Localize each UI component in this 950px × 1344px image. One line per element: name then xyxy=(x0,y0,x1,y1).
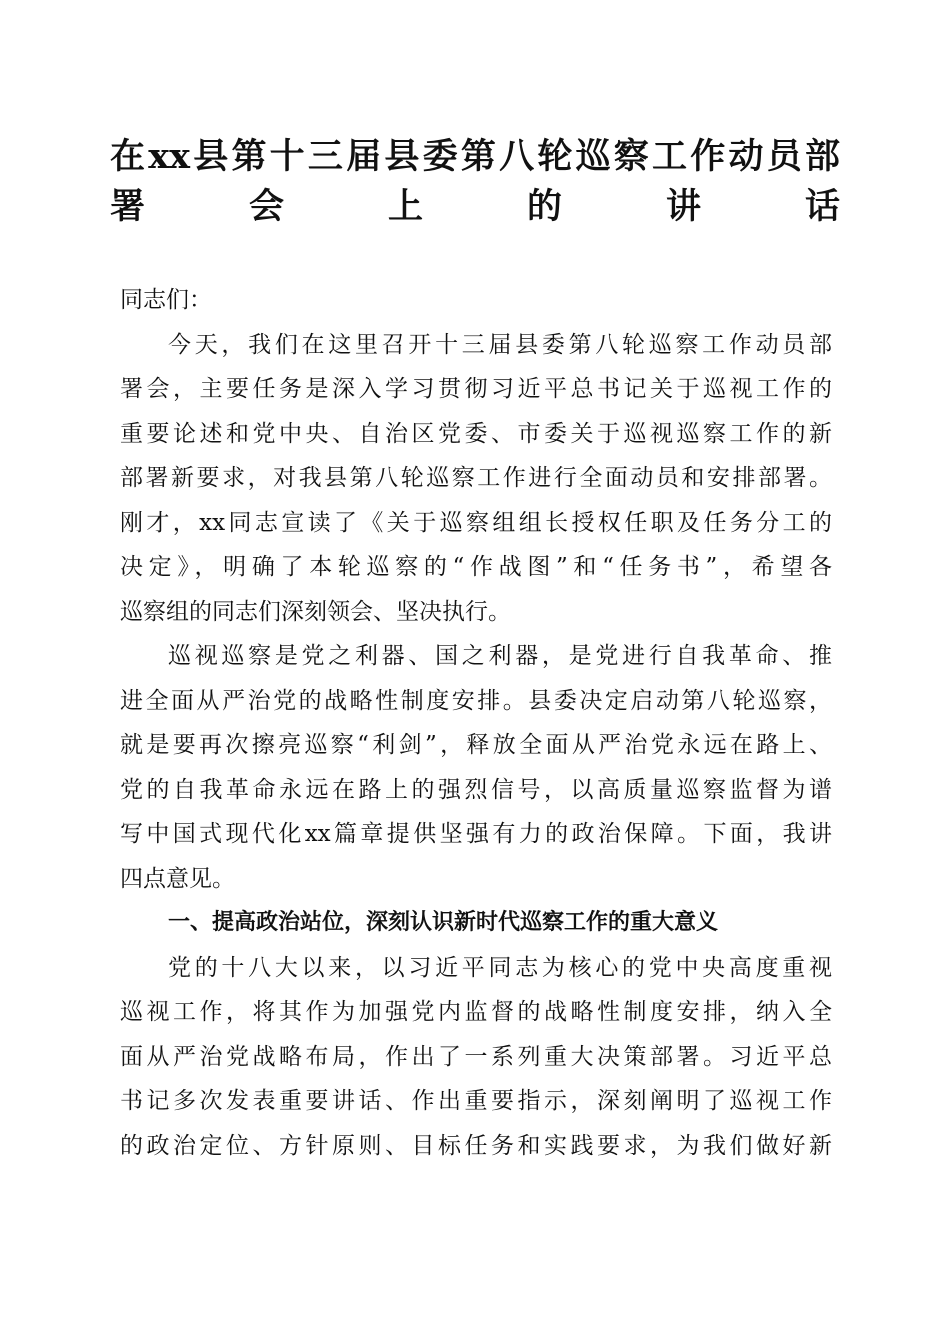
paragraph-2-line: 写中国式现代化xx篇章提供坚强有力的政治保障。下面，我讲 xyxy=(120,821,832,847)
paragraph-3-line: 的政治定位、方针原则、目标任务和实践要求，为我们做好新 xyxy=(120,1132,832,1159)
paragraph-3-line: 党的十八大以来，以习近平同志为核心的党中央高度重视 xyxy=(168,954,832,981)
title-line-1: 在xx县第十三届县委第八轮巡察工作动员部 xyxy=(110,136,840,177)
paragraph-1-line: 决定》，明确了本轮巡察的“作战图”和“任务书”，希望各 xyxy=(120,554,832,580)
paragraph-2 xyxy=(120,634,832,901)
paragraph-2-line: 党的自我革命永远在路上的强烈信号，以高质量巡察监督为谱 xyxy=(120,776,832,803)
document-title xyxy=(110,132,840,232)
salutation: 同志们： xyxy=(120,287,212,313)
paragraph-1-line: 巡察组的同志们深刻领会、坚决执行。 xyxy=(120,598,511,625)
paragraph-1-line: 重要论述和党中央、自治区党委、市委关于巡视巡察工作的新 xyxy=(120,420,832,447)
document-body xyxy=(120,278,832,1168)
section-heading: 一、提高政治站位，深刻认识新时代巡察工作的重大意义 xyxy=(168,910,719,935)
paragraph-1-line: 署会，主要任务是深入学习贯彻习近平总书记关于巡视工作的 xyxy=(120,376,832,402)
paragraph-3-line: 面从严治党战略布局，作出了一系列重大决策部署。习近平总 xyxy=(120,1043,832,1070)
paragraph-2-line: 进全面从严治党的战略性制度安排。县委决定启动第八轮巡察， xyxy=(120,687,832,714)
paragraph-2-line: 四点意见。 xyxy=(120,865,235,892)
paragraph-3-line: 书记多次发表重要讲话、作出重要指示，深刻阐明了巡视工作 xyxy=(120,1088,832,1114)
paragraph-2-line: 巡视巡察是党之利器、国之利器，是党进行自我革命、推 xyxy=(168,643,832,669)
title-line-2: 署会上的讲话 xyxy=(110,186,840,227)
paragraph-3-line: 巡视工作，将其作为加强党内监督的战略性制度安排，纳入全 xyxy=(120,999,832,1025)
paragraph-1-line: 部署新要求，对我县第八轮巡察工作进行全面动员和安排部署。 xyxy=(120,465,832,491)
paragraph-3 xyxy=(120,946,832,1169)
paragraph-1-line: 今天，我们在这里召开十三届县委第八轮巡察工作动员部 xyxy=(168,331,832,358)
paragraph-1 xyxy=(120,323,832,635)
paragraph-1-line: 刚才，xx同志宣读了《关于巡察组组长授权任职及任务分工的 xyxy=(120,509,832,536)
paragraph-2-line: 就是要再次擦亮巡察“利剑”，释放全面从严治党永远在路上、 xyxy=(120,732,832,758)
